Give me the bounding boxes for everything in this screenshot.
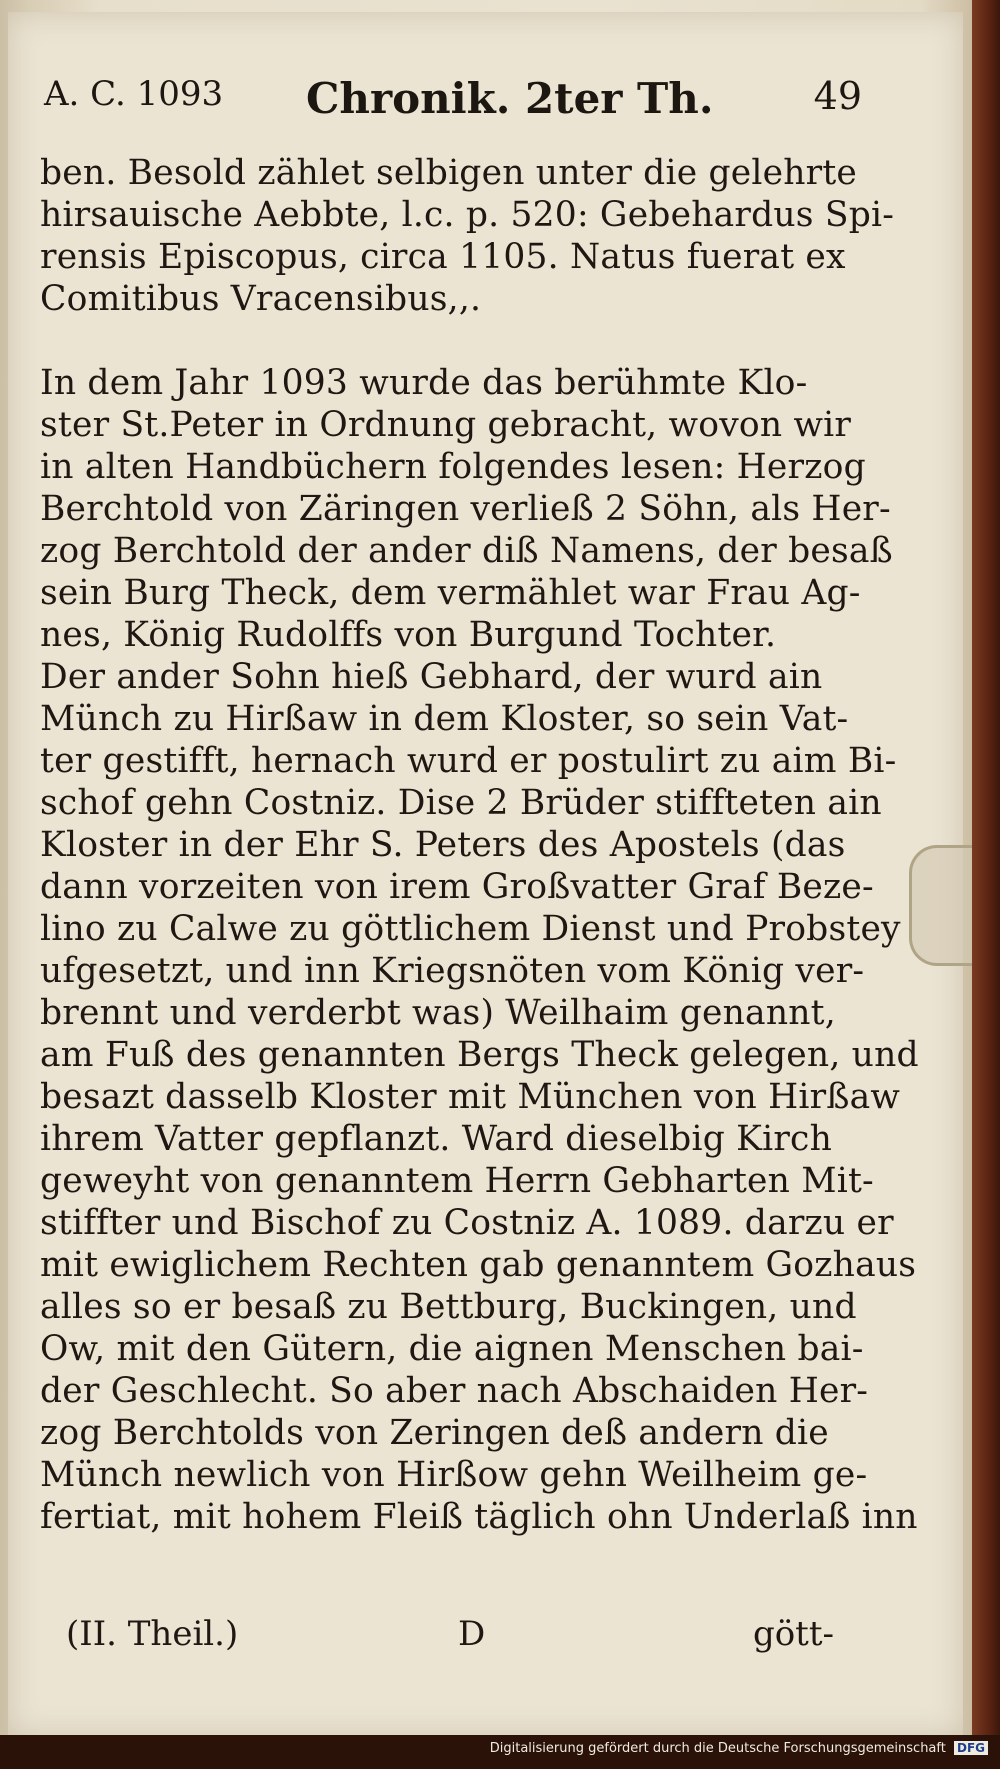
text-line: brennt und verderbt was) Weilhaim genannt,: [40, 993, 836, 1033]
text-line: mit ewiglichem Rechten gab genanntem Gozhaus: [40, 1245, 917, 1285]
page-footer: [48, 1614, 834, 1664]
text-line: zog Berchtolds von Zeringen deß andern die: [40, 1413, 829, 1453]
catchword: gött-: [752, 1614, 834, 1654]
text-line: Münch zu Hirßaw in dem Kloster, so sein Vat-: [40, 699, 849, 739]
text-line: fertiat, mit hohem Fleiß täglich ohn Underlaß inn: [40, 1497, 918, 1537]
text-line: zog Berchtold der ander diß Namens, der besaß: [40, 531, 893, 571]
paragraph-gap: [40, 320, 858, 362]
page-number: 49: [813, 74, 862, 118]
text-line: In dem Jahr 1093 wurde das berühmte Klo-: [40, 363, 808, 403]
text-line: in alten Handbüchern folgendes lesen: Herzog: [40, 447, 866, 487]
text-line: Berchtold von Zäringen verließ 2 Söhn, als Her-: [40, 489, 891, 529]
text-line: ihrem Vatter gepflanzt. Ward dieselbig Kirch: [40, 1119, 832, 1159]
volume-mark: (II. Theil.): [66, 1614, 239, 1654]
text-line: lino zu Calwe zu göttlichem Dienst und Probstey: [40, 909, 901, 949]
text-line: nes, König Rudolffs von Burgund Tochter.: [40, 615, 777, 655]
text-line: am Fuß des genannten Bergs Theck gelegen, und: [40, 1035, 919, 1075]
book-spine: [972, 0, 1000, 1769]
text-line: dann vorzeiten von irem Großvatter Graf Beze-: [40, 867, 874, 907]
text-line: sein Burg Theck, dem vermählet war Frau Ag-: [40, 573, 861, 613]
text-line: Der ander Sohn hieß Gebhard, der wurd ain: [40, 657, 823, 697]
text-line: ter gestifft, hernach wurd er postulirt zu aim Bi-: [40, 741, 897, 781]
body-text: [40, 152, 919, 1538]
text-line: besazt dasselb Kloster mit München von Hirßaw: [40, 1077, 901, 1117]
text-line: rensis Episcopus, circa 1105. Natus fuerat ex: [40, 237, 846, 277]
header-year: A. C. 1093: [44, 74, 224, 114]
running-header: [44, 74, 862, 134]
dfg-logo: DFG: [954, 1741, 988, 1755]
text-line: Comitibus Vracensibus,,.: [40, 279, 482, 319]
credit-text: Digitalisierung gefördert durch die Deutsche Forschungsgemeinschaft: [489, 1741, 946, 1756]
text-line: ufgesetzt, und inn Kriegsnöten vom König ver-: [40, 951, 865, 991]
paragraph-2: [40, 362, 919, 1538]
text-line: Münch newlich von Hirßow gehn Weilheim ge-: [40, 1455, 868, 1495]
text-line: stiffter und Bischof zu Costniz A. 1089. darzu er: [40, 1203, 894, 1243]
text-line: ben. Besold zählet selbigen unter die gelehrte: [40, 153, 858, 193]
digitization-credit: [490, 1741, 988, 1761]
text-line: schof gehn Costniz. Dise 2 Brüder stiffteten ain: [40, 783, 882, 823]
signature-mark: D: [458, 1614, 486, 1654]
text-line: alles so er besaß zu Bettburg, Buckingen, und: [40, 1287, 857, 1327]
header-title: Chronik. 2ter Th.: [306, 74, 714, 123]
paragraph-1: [40, 152, 895, 320]
text-line: Kloster in der Ehr S. Peters des Apostels (das: [40, 825, 846, 865]
text-line: hirsauische Aebbte, l.c. p. 520: Gebehardus Spi-: [40, 195, 895, 235]
text-line: der Geschlecht. So aber nach Abschaiden Her-: [40, 1371, 869, 1411]
text-line: geweyht von genanntem Herrn Gebharten Mit-: [40, 1161, 874, 1201]
text-line: ster St.Peter in Ordnung gebracht, wovon wir: [40, 405, 852, 445]
text-line: Ow, mit den Gütern, die aignen Menschen bai-: [40, 1329, 864, 1369]
book-page: [8, 12, 963, 1737]
